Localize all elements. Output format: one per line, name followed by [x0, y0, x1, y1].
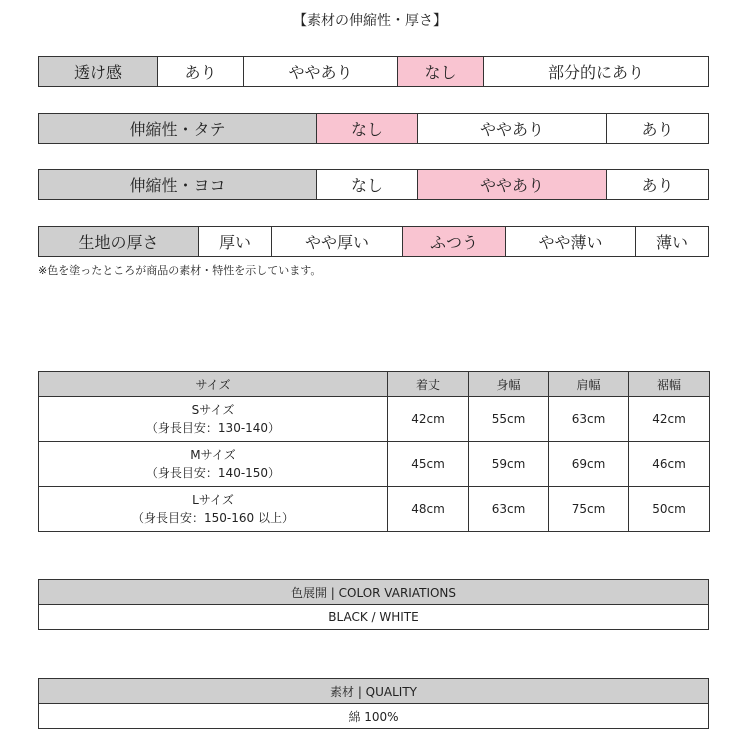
column-header: 身幅: [469, 372, 549, 397]
rating-row-thickness: [38, 226, 709, 257]
table-cell: 63cm: [549, 397, 629, 442]
size-name-cell: [39, 487, 388, 532]
table-cell: 42cm: [388, 397, 469, 442]
size-name-cell: [39, 442, 388, 487]
table-cell: 55cm: [469, 397, 549, 442]
size-height-guide: （身長目安：130-140）: [145, 421, 281, 435]
rating-label: 伸縮性・タテ: [39, 114, 316, 143]
size-table: [38, 371, 710, 532]
table-row: [39, 487, 710, 532]
table-cell: 75cm: [549, 487, 629, 532]
quality-value: 綿 100%: [39, 704, 709, 729]
rating-option: 厚い: [198, 227, 271, 256]
size-name-cell: [39, 397, 388, 442]
table-cell: 45cm: [388, 442, 469, 487]
rating-option-selected: なし: [397, 57, 483, 86]
page-title: 【素材の伸縮性・厚さ】: [293, 13, 447, 29]
rating-option: ややあり: [417, 114, 606, 143]
rating-option: ややあり: [243, 57, 397, 86]
rating-option-selected: ややあり: [417, 170, 606, 199]
column-header: 着丈: [388, 372, 469, 397]
column-header: サイズ: [39, 372, 388, 397]
table-cell: 50cm: [629, 487, 710, 532]
quality-header: 素材 | QUALITY: [39, 679, 709, 704]
rating-label: 伸縮性・ヨコ: [39, 170, 316, 199]
rating-option-selected: ふつう: [402, 227, 505, 256]
rating-option: あり: [157, 57, 243, 86]
rating-label: 生地の厚さ: [39, 227, 198, 256]
size-name: Sサイズ: [191, 403, 235, 417]
rating-option: 部分的にあり: [483, 57, 708, 86]
rating-label: 透け感: [39, 57, 157, 86]
rating-row-stretch-vertical: [38, 113, 709, 144]
size-name: Lサイズ: [192, 493, 234, 507]
rating-option: なし: [316, 170, 417, 199]
size-height-guide: （身長目安：150-160 以上）: [132, 511, 294, 525]
rating-option: やや厚い: [271, 227, 402, 256]
size-height-guide: （身長目安：140-150）: [145, 466, 281, 480]
rating-row-transparency: [38, 56, 709, 87]
table-cell: 48cm: [388, 487, 469, 532]
color-variations-header: 色展開 | COLOR VARIATIONS: [39, 580, 709, 605]
column-header: 裾幅: [629, 372, 710, 397]
table-cell: 63cm: [469, 487, 549, 532]
quality-table: [38, 678, 709, 729]
legend-note: ※色を塗ったところが商品の素材・特性を示しています。: [38, 264, 322, 277]
column-header: 肩幅: [549, 372, 629, 397]
table-cell: 69cm: [549, 442, 629, 487]
table-cell: 46cm: [629, 442, 710, 487]
table-cell: 42cm: [629, 397, 710, 442]
rating-row-stretch-horizontal: [38, 169, 709, 200]
table-row: [39, 397, 710, 442]
rating-option: 薄い: [635, 227, 708, 256]
color-variations-value: BLACK / WHITE: [39, 605, 709, 630]
table-cell: 59cm: [469, 442, 549, 487]
size-name: Mサイズ: [190, 448, 236, 462]
rating-option-selected: なし: [316, 114, 417, 143]
size-table-header: [39, 372, 710, 397]
rating-option: あり: [606, 114, 708, 143]
color-variations-table: [38, 579, 709, 630]
table-row: [39, 442, 710, 487]
rating-option: やや薄い: [505, 227, 635, 256]
rating-option: あり: [606, 170, 708, 199]
